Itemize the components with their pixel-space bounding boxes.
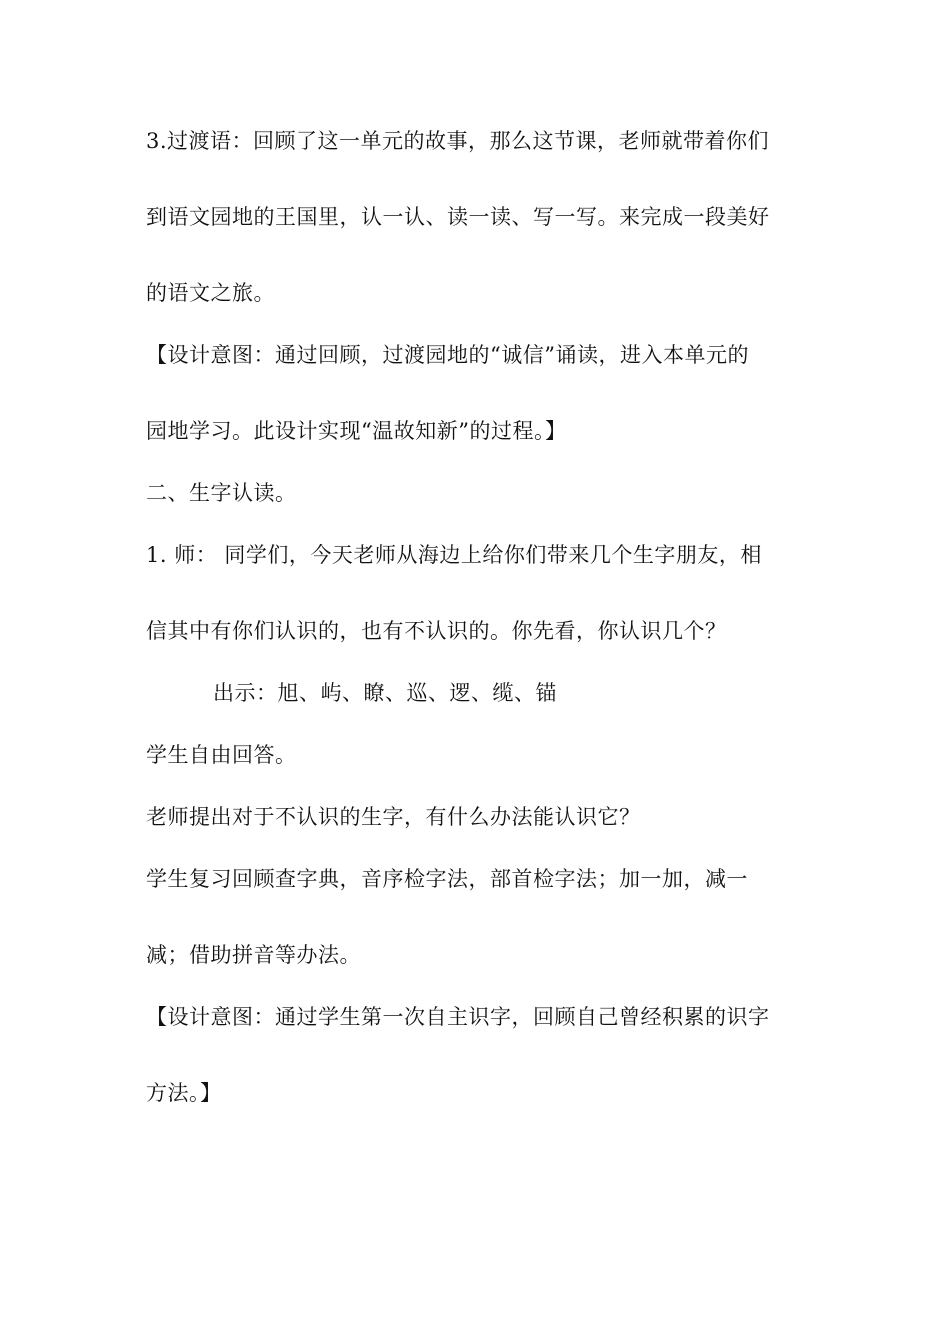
transition-line-2: 到语文园地的王国里，认一认、读一读、写一写。来完成一段美好	[146, 205, 770, 229]
teacher-line-1: 1. 师： 同学们，今天老师从海边上给你们带来几个生字朋友，相	[146, 543, 762, 567]
transition-line-3: 的语文之旅。	[146, 281, 275, 305]
transition-line-1: 3.过渡语：回顾了这一单元的故事，那么这节课，老师就带着你们	[146, 129, 770, 153]
design-intent-1-line-1: 【设计意图：通过回顾，过渡园地的“诚信”诵读，进入本单元的	[146, 343, 749, 367]
teacher-line-2: 信其中有你们认识的，也有不认识的。你先看，你认识几个？	[146, 619, 727, 643]
design-intent-2-line-1: 【设计意图：通过学生第一次自主识字，回顾自己曾经积累的识字	[146, 1005, 770, 1029]
teacher-question: 老师提出对于不认识的生字，有什么办法能认识它？	[146, 805, 641, 829]
student-review-line-1: 学生复习回顾查字典，音序检字法，部首检字法；加一加，减一	[146, 867, 748, 891]
design-intent-1-line-2: 园地学习。此设计实现“温故知新”的过程。】	[146, 419, 567, 443]
design-intent-2-line-2: 方法。】	[146, 1081, 222, 1105]
section-heading: 二、生字认读。	[146, 481, 297, 505]
characters-shown: 出示：旭、屿、瞭、巡、逻、缆、锚	[213, 681, 557, 705]
student-answer: 学生自由回答。	[146, 743, 297, 767]
student-review-line-2: 减；借助拼音等办法。	[146, 943, 361, 967]
